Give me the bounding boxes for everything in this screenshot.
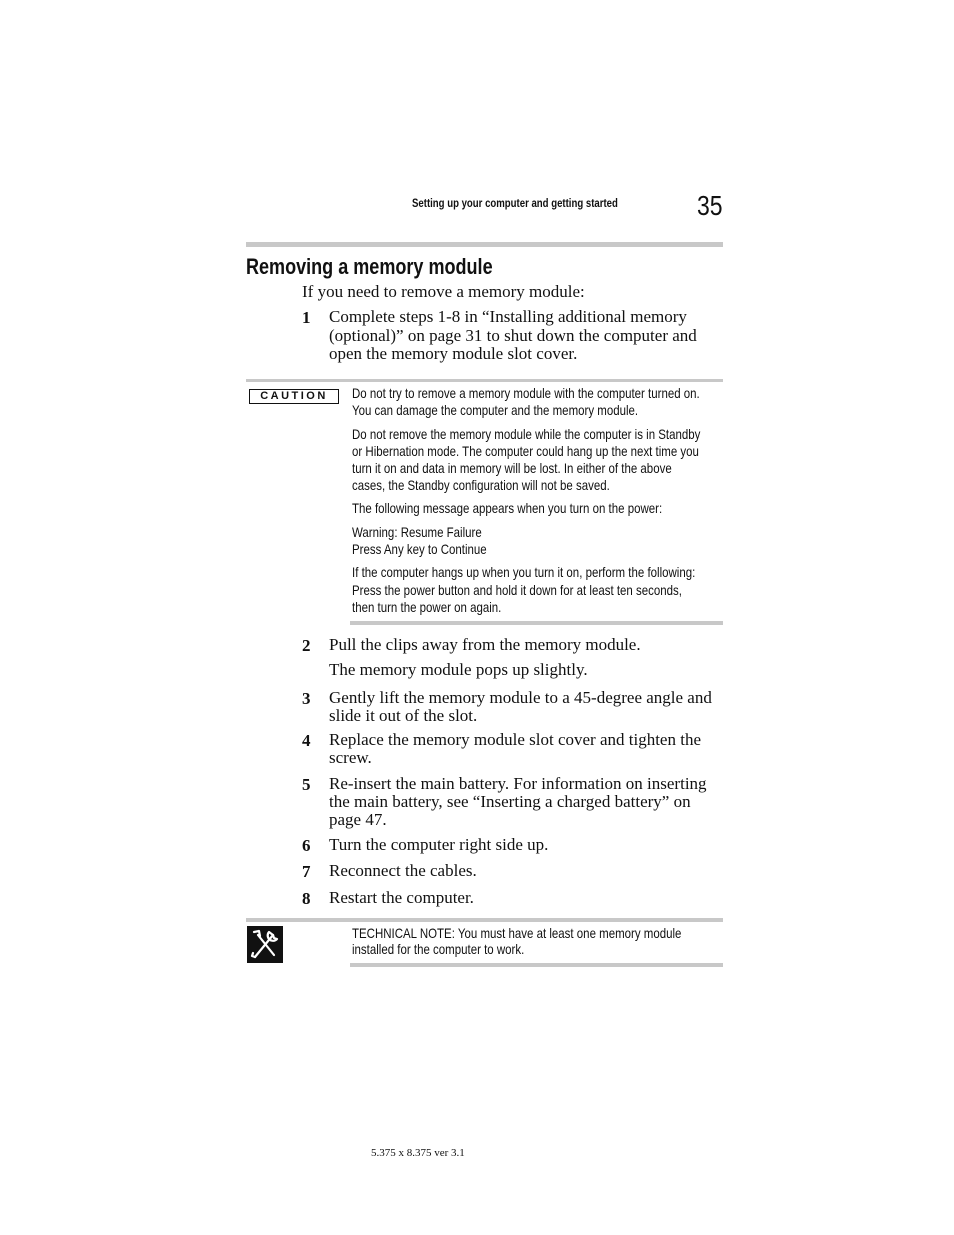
step-text: Restart the computer. [329,888,474,907]
step-text: Gently lift the memory module to a 45-degree angle and slide it out of the slot. [329,688,712,725]
step-number: 3 [302,689,311,708]
caution-bottom-rule [350,621,723,625]
step-text: Complete steps 1-8 in “Installing additional memory (optional)” on page 31 to shut down the computer and open the memory module slot cover. [329,307,697,363]
step-number: 7 [302,862,311,881]
note-bottom-rule [350,963,723,967]
page-number: 35 [697,190,723,221]
section-rule [246,242,723,247]
step-text: Replace the memory module slot cover and tighten the screw. [329,730,701,767]
step-number: 6 [302,836,311,855]
step-number: 4 [302,731,311,750]
caution-paragraph: Do not remove the memory module while the computer is in Standby or Hibernation mode. The computer could hang up the next time you turn it on and data in memory will be lost. In either of the above cases, the Standby configuration will not be saved. [352,426,701,493]
wrench-icon [247,926,283,963]
caution-paragraph: Do not try to remove a memory module with the computer turned on. You can damage the computer and the memory module. [352,385,700,418]
step-text: Turn the computer right side up. [329,835,549,854]
step-number: 5 [302,775,311,794]
footer-text: 5.375 x 8.375 ver 3.1 [371,1147,465,1159]
step-text: Reconnect the cables. [329,861,477,880]
caution-paragraph: If the computer hangs up when you turn it on, perform the following: Press the power button and hold it down for at least ten seconds, then turn the power on again. [352,564,696,615]
caution-top-rule [246,379,723,382]
step-text: Pull the clips away from the memory module. [329,635,641,654]
step-number: 1 [302,308,311,327]
step-text: Re-insert the main battery. For information on inserting the main battery, see “Inserting a charged battery” on page 47. [329,774,707,829]
step-number: 8 [302,889,311,908]
running-header: Setting up your computer and getting started [412,196,618,210]
caution-message: Warning: Resume Failure Press Any key to Continue [352,524,487,557]
section-title: Removing a memory module [246,254,493,279]
intro-text: If you need to remove a memory module: [302,282,585,301]
caution-badge: CAUTION [249,389,339,404]
step-number: 2 [302,636,311,655]
caution-paragraph: The following message appears when you turn on the power: [352,500,663,516]
note-top-rule [246,918,723,922]
technical-note: TECHNICAL NOTE: You must have at least one memory module installed for the computer to work. [352,925,682,957]
step-result: The memory module pops up slightly. [329,660,588,679]
